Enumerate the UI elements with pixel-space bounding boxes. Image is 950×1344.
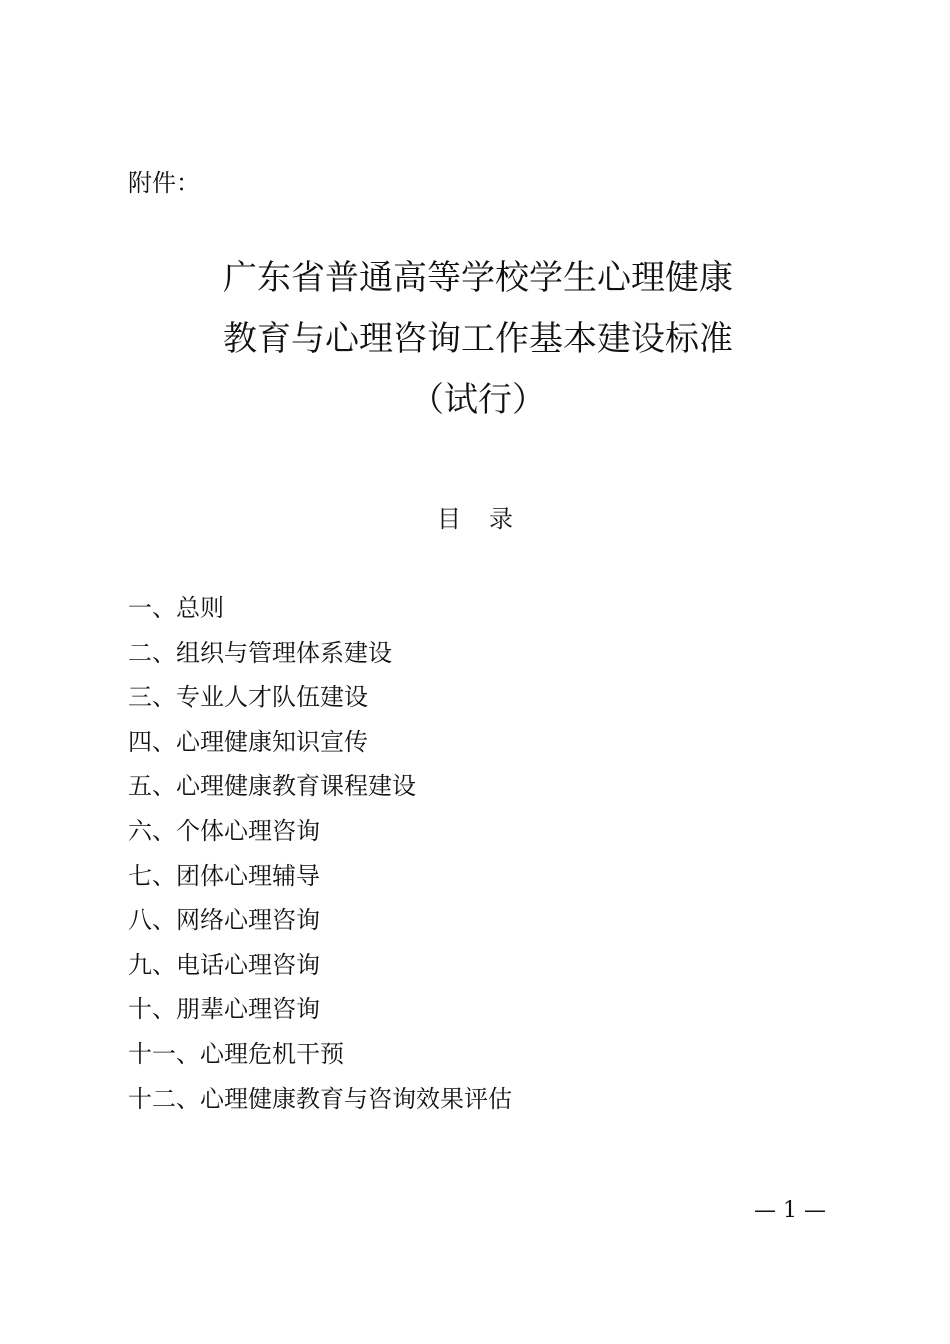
title-line-1: 广东省普通高等学校学生心理健康 [223,258,733,298]
toc-item: 七、团体心理辅导 [128,861,320,890]
toc-item: 四、心理健康知识宣传 [128,727,368,756]
toc-item: 十一、心理危机干预 [128,1039,344,1068]
toc-item: 二、组织与管理体系建设 [128,638,392,667]
title-line-2: 教育与心理咨询工作基本建设标准 [223,319,733,359]
toc-item: 十、朋辈心理咨询 [128,995,320,1024]
table-of-contents [128,591,512,1126]
toc-item: 八、网络心理咨询 [128,906,320,935]
toc-item: 六、个体心理咨询 [128,816,320,845]
toc-item: 一、总则 [128,594,224,622]
toc-item: 十二、心理健康教育与咨询效果评估 [128,1084,512,1113]
page-number: — 1 — [754,1198,826,1223]
toc-item: 五、心理健康教育课程建设 [128,772,416,801]
document-title [0,248,950,431]
attachment-label: 附件： [128,169,200,197]
toc-item: 九、电话心理咨询 [128,950,320,979]
toc-heading: 目录 [437,505,541,533]
title-line-3: （试行） [410,380,546,420]
toc-item: 三、专业人才队伍建设 [128,683,368,712]
